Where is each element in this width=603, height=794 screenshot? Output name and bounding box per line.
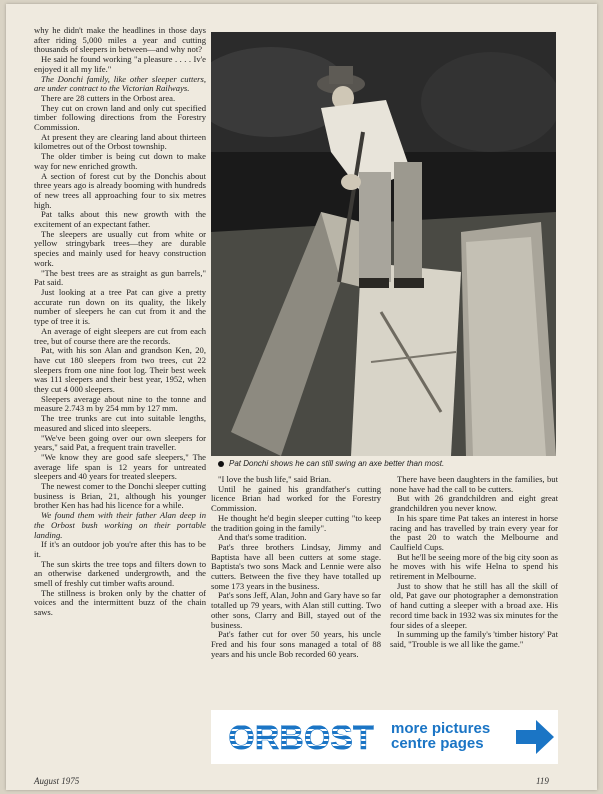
paragraph: In summing up the family's 'timber history' Pat said, "Trouble is we all like the game." bbox=[390, 629, 558, 649]
more-pictures-banner[interactable] bbox=[211, 710, 558, 764]
paragraph: There have been daughters in the families, but none have had the call to be cutters. bbox=[390, 475, 558, 494]
paragraph: "We know they are good safe sleepers," The average life span is 12 years for untreated sleepers and 40 years for treated sleepers. bbox=[34, 451, 206, 482]
arrow-right-icon[interactable] bbox=[516, 718, 554, 756]
paragraph: The tree trunks are cut into suitable lengths, measured and sliced into sleepers. bbox=[34, 413, 206, 433]
paragraph: A section of forest cut by the Donchis about three years ago is already booming with hundreds of new trees all approaching four to six metres high. bbox=[34, 170, 206, 210]
axeman-photo bbox=[211, 32, 556, 456]
issue-date: August 1975 bbox=[34, 776, 80, 786]
paragraph: Pat's father cut for over 50 years, his uncle Fred and his four sons managed a total of 88 years and his uncle Bob recorded 60 years. bbox=[211, 629, 381, 659]
article-column-left bbox=[34, 26, 206, 771]
paragraph: And that's some tradition. bbox=[218, 532, 307, 543]
article-column-right bbox=[390, 475, 558, 707]
more-pictures-line1: more pictures bbox=[391, 720, 491, 737]
photo-caption bbox=[218, 459, 558, 468]
paragraph: Pat's sons Jeff, Alan, John and Gary have so far totalled up 79 years, with Alan still cutting. Two other sons, Clarry and Bill, stayed out of the business. bbox=[211, 590, 381, 630]
paragraph: The newest comer to the Donchi sleeper cutting business is Brian, 21, although his younger brother Ken has had his licence for a while. bbox=[34, 481, 206, 511]
page-number: 119 bbox=[536, 776, 549, 786]
paragraph: Pat talks about this new growth with the excitement of an expectant father. bbox=[34, 209, 206, 230]
paragraph: They cut on crown land and only cut specified timber following directions from the Forestry Commission. bbox=[34, 102, 206, 133]
more-pictures-line2: centre pages bbox=[391, 735, 484, 752]
caption-text: Pat Donchi shows he can still swing an axe better than most. bbox=[229, 459, 445, 468]
paragraph: "I love the bush life," said Brian. bbox=[218, 475, 331, 484]
photo-caption-italic: The Donchi family, like other sleeper cutters, are under contract to the Victorian Railways. bbox=[34, 73, 206, 94]
photo-caption-italic: We found them with their father Alan deep in the Orbost bush working on their portable landing. bbox=[34, 510, 206, 540]
paragraph: Just looking at a tree Pat can give a pretty accurate run down on its quality, the likely number of sleepers he can cut from it and the type of tree it is. bbox=[34, 286, 206, 327]
paragraph: At present they are clearing land about thirteen kilometres out of the Orbost township. bbox=[34, 131, 206, 152]
paragraph: "The best trees are as straight as gun barrels," Pat said. bbox=[34, 267, 206, 288]
more-pictures-text bbox=[391, 721, 490, 751]
paragraph: But with 26 grandchildren and eight great grandchildren you never know. bbox=[390, 493, 558, 514]
paragraph: "We've been going over our own sleepers for years," said Pat, a frequent train traveller. bbox=[34, 432, 206, 453]
orbost-logo bbox=[221, 716, 381, 756]
paragraph: Sleepers average about nine to the tonne and measure 2.743 m by 254 mm by 127 mm. bbox=[34, 393, 206, 414]
paragraph: If it's an outdoor job you're after this has to be it. bbox=[34, 539, 206, 559]
axeman-photo-illustration bbox=[211, 32, 556, 456]
paragraph: An average of eight sleepers are cut from each tree, but of course there are the records. bbox=[34, 325, 206, 346]
article-column-middle bbox=[211, 475, 381, 707]
paragraph: The sleepers are usually cut from white or yellow stringybark trees—they are durable species and mainly used for heavy construction work. bbox=[34, 228, 206, 268]
paragraph: There are 28 cutters in the Orbost area. bbox=[41, 92, 176, 103]
orbost-logo-text: ORBOST bbox=[228, 719, 374, 756]
paragraph: The sun skirts the tree tops and filters down to an otherwise darkened undergrowth, and the smell of freshly cut timber wafts around. bbox=[34, 558, 206, 589]
paragraph: But he'll be seeing more of the big city soon as he moves with his wife Helna to spend his retirement in Melbourne. bbox=[390, 551, 558, 582]
paragraph: Just to show that he still has all the skill of old, Pat gave our photographer a demonstration of hand cutting a sleeper with a broad axe. His record time back in 1932 was six minutes for the four sides of a sleeper. bbox=[390, 580, 558, 630]
paragraph: He said he found working "a pleasure . . . . Iv'e enjoyed it all my life." bbox=[34, 54, 206, 74]
magazine-page bbox=[6, 4, 597, 790]
paragraph: Until he gained his grandfather's cutting licence Brian had worked for the Forestry Commission. bbox=[211, 483, 381, 514]
paragraph: The older timber is being cut down to make way for new enriched growth. bbox=[34, 151, 206, 171]
paragraph: The stillness is broken only by the chatter of voices and the intermittent buzz of the chain saws. bbox=[34, 587, 206, 618]
paragraph: Pat's three brothers Lindsay, Jimmy and Baptista have all been cutters at some stage. Baptista's two sons Mack and Lennie were also cutters. Between the five they have totalled up some 173 years in the business. bbox=[211, 541, 381, 591]
paragraph: He thought he'd begin sleeper cutting "to keep the tradition going in the family". bbox=[211, 512, 381, 533]
bullet-icon bbox=[218, 461, 224, 467]
paragraph: why he didn't make the headlines in those days after riding 5,000 miles a year and cutting thousands of sleepers in between—and why not? bbox=[34, 26, 206, 55]
paragraph: Pat, with his son Alan and grandson Ken, 20, have cut 180 sleepers from two trees, cut 22 sleepers from one nine foot log. Their best week was 111 sleepers and their best year, 1952, when they cut 4 000 sleepers. bbox=[34, 345, 206, 395]
paragraph: In his spare time Pat takes an interest in horse racing and has travelled by train every year for the past 20 to watch the Melbourne and Caulfield Cups. bbox=[390, 512, 558, 552]
